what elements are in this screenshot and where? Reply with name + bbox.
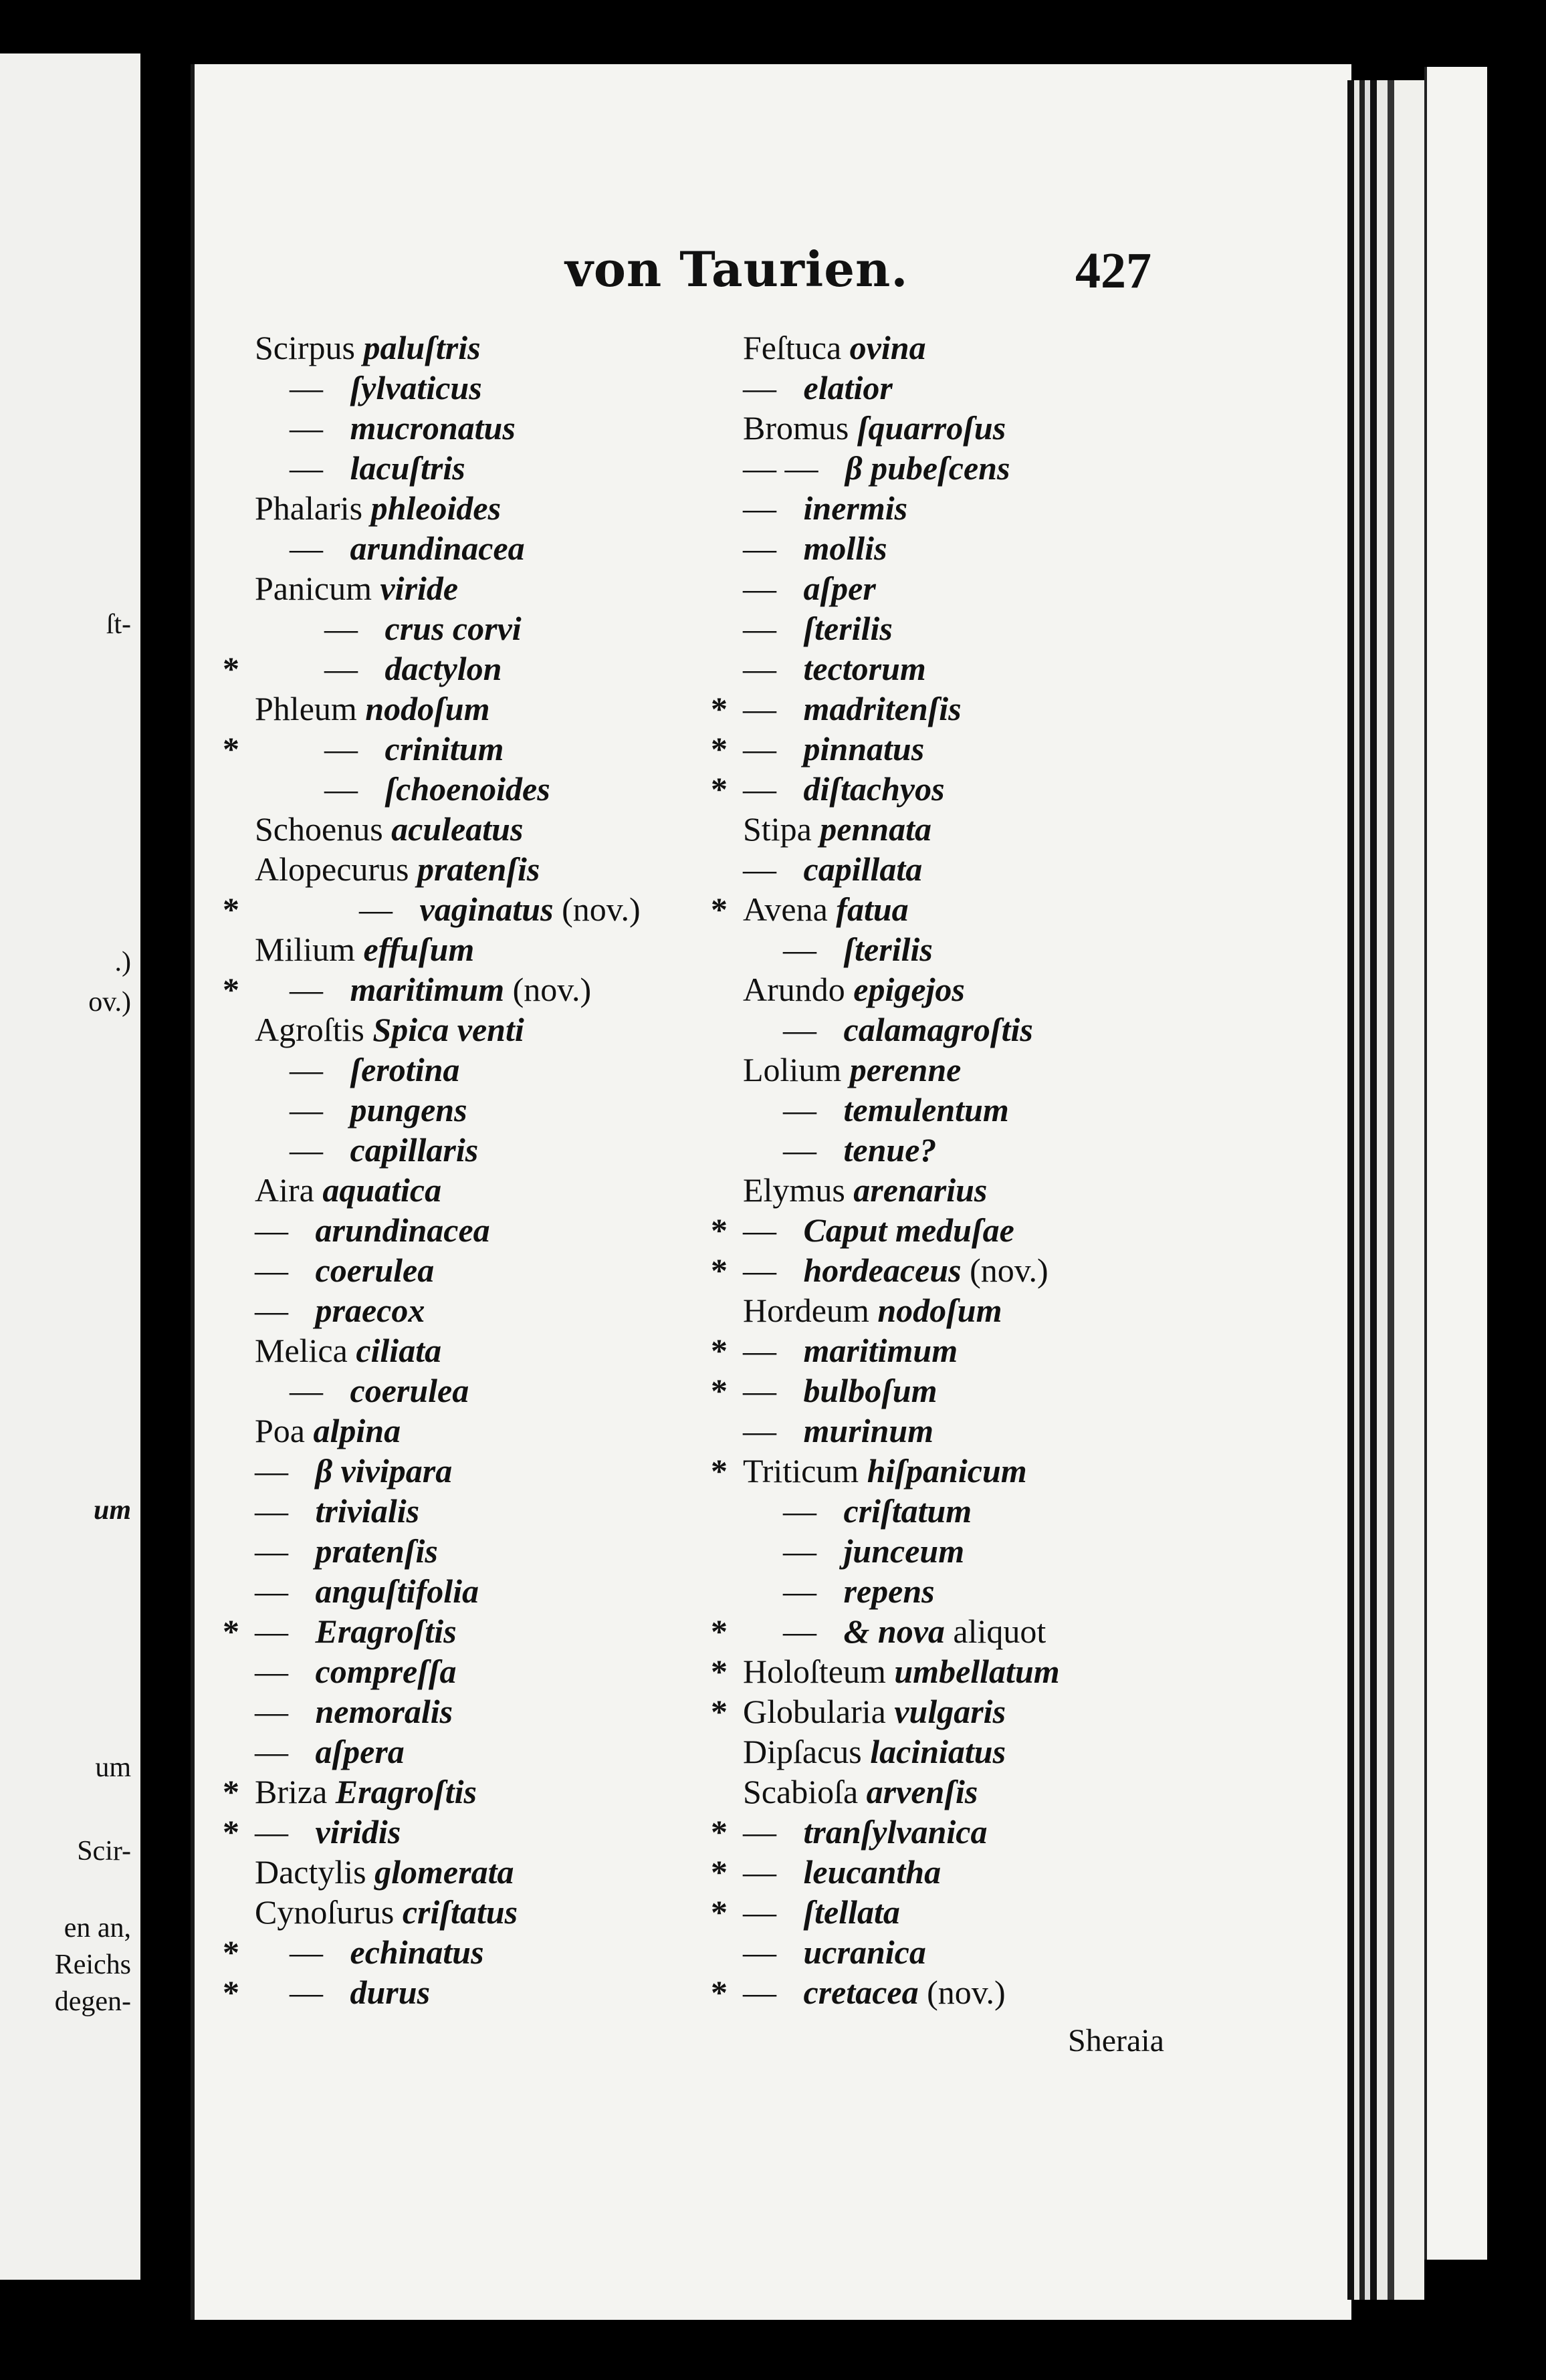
asterisk-marker: * bbox=[223, 1974, 239, 2011]
genus-name: Avena bbox=[743, 890, 828, 928]
species-entry bbox=[223, 1330, 641, 1371]
outer-page-edge bbox=[1424, 67, 1487, 2260]
species-list-right bbox=[711, 328, 1060, 2012]
species-entry bbox=[223, 1491, 641, 1531]
genus-name: Arundo bbox=[743, 971, 845, 1008]
genus-name: — bbox=[290, 971, 323, 1008]
species-entry bbox=[223, 1050, 641, 1090]
species-entry bbox=[223, 769, 641, 809]
asterisk-marker: * bbox=[711, 1211, 728, 1249]
species-epithet: ſtellata bbox=[803, 1893, 900, 1931]
species-entry bbox=[223, 1772, 641, 1812]
species-entry bbox=[223, 328, 641, 368]
genus-name: — bbox=[290, 449, 323, 487]
genus-name: — bbox=[255, 1613, 288, 1650]
asterisk-marker: * bbox=[711, 1974, 728, 2011]
genus-name: — bbox=[290, 529, 323, 567]
species-epithet: pinnatus bbox=[803, 730, 925, 767]
genus-name: — bbox=[783, 1131, 816, 1169]
species-epithet: umbellatum bbox=[894, 1653, 1060, 1690]
entry-note: (nov.) bbox=[970, 1252, 1048, 1289]
entry-note: (nov.) bbox=[927, 1974, 1006, 2011]
genus-name: — bbox=[324, 770, 358, 808]
genus-name: — bbox=[255, 1492, 288, 1530]
asterisk-marker: * bbox=[711, 1693, 728, 1730]
species-epithet: Spica venti bbox=[372, 1011, 524, 1048]
genus-name: — bbox=[783, 1091, 816, 1128]
species-epithet: hordeaceus bbox=[803, 1252, 962, 1289]
species-entry bbox=[223, 1611, 641, 1651]
species-epithet: tenue? bbox=[843, 1131, 937, 1169]
species-entry bbox=[223, 1371, 641, 1411]
species-entry bbox=[711, 889, 1060, 929]
genus-name: — — bbox=[743, 449, 818, 487]
species-epithet: crus corvi bbox=[384, 610, 522, 647]
genus-name: — bbox=[743, 570, 776, 607]
genus-name: — bbox=[255, 1211, 288, 1249]
species-epithet: diſtachyos bbox=[803, 770, 945, 808]
species-epithet: vulgaris bbox=[894, 1693, 1006, 1730]
species-epithet: epigejos bbox=[853, 971, 965, 1008]
species-entry bbox=[223, 528, 641, 568]
asterisk-marker: * bbox=[223, 730, 239, 767]
species-epithet: aquatica bbox=[322, 1171, 442, 1209]
species-epithet: praecox bbox=[315, 1292, 425, 1329]
genus-name: Holoſteum bbox=[743, 1653, 886, 1690]
asterisk-marker: * bbox=[223, 1933, 239, 1971]
species-entry bbox=[711, 1772, 1060, 1812]
asterisk-marker: * bbox=[711, 1813, 728, 1851]
species-entry bbox=[711, 1290, 1060, 1330]
species-epithet: compreſſa bbox=[315, 1653, 457, 1690]
genus-name: Panicum bbox=[255, 570, 372, 607]
asterisk-marker: * bbox=[711, 730, 728, 767]
catchword: Sheraia bbox=[1068, 2023, 1164, 2058]
species-entry bbox=[711, 729, 1060, 769]
genus-name: — bbox=[743, 1372, 776, 1409]
asterisk-marker: * bbox=[711, 1613, 728, 1650]
genus-name: Agroſtis bbox=[255, 1011, 364, 1048]
genus-name: — bbox=[743, 1893, 776, 1931]
asterisk-marker: * bbox=[711, 1252, 728, 1289]
asterisk-marker: * bbox=[711, 1372, 728, 1409]
adjacent-page-text: .) bbox=[114, 947, 131, 977]
species-epithet: leucantha bbox=[803, 1853, 942, 1891]
species-epithet: ſylvaticus bbox=[350, 369, 482, 406]
species-epithet: β pubeſcens bbox=[845, 449, 1010, 487]
genus-name: — bbox=[290, 369, 323, 406]
genus-name: — bbox=[290, 409, 323, 447]
species-entry bbox=[711, 1050, 1060, 1090]
species-entry bbox=[223, 568, 641, 608]
book-edge bbox=[1347, 80, 1424, 2300]
species-entry bbox=[223, 1130, 641, 1170]
species-entry bbox=[223, 1932, 641, 1972]
genus-name: — bbox=[743, 1211, 776, 1249]
species-epithet: echinatus bbox=[350, 1933, 484, 1971]
genus-name: — bbox=[743, 1332, 776, 1369]
genus-name: — bbox=[255, 1572, 288, 1610]
species-entry bbox=[711, 1571, 1060, 1611]
adjacent-page-text: en an, bbox=[64, 1913, 131, 1943]
species-entry bbox=[711, 1170, 1060, 1210]
species-epithet: murinum bbox=[803, 1412, 934, 1449]
species-epithet: maritimum bbox=[350, 971, 505, 1008]
asterisk-marker: * bbox=[223, 890, 239, 928]
species-entry bbox=[711, 1611, 1060, 1651]
species-epithet: viridis bbox=[315, 1813, 401, 1851]
species-entry bbox=[711, 568, 1060, 608]
species-epithet: ſterilis bbox=[803, 610, 893, 647]
species-entry bbox=[223, 969, 641, 1009]
running-head-title: von Taurien. bbox=[565, 241, 909, 298]
species-epithet: arenarius bbox=[853, 1171, 988, 1209]
species-entry bbox=[223, 1892, 641, 1932]
species-entry bbox=[711, 849, 1060, 889]
genus-name: — bbox=[783, 931, 816, 968]
species-epithet: mollis bbox=[803, 529, 887, 567]
entry-note: (nov.) bbox=[512, 971, 592, 1008]
genus-name: — bbox=[290, 1372, 323, 1409]
genus-name: Phalaris bbox=[255, 489, 363, 527]
species-epithet: vaginatus bbox=[419, 890, 554, 928]
species-entry bbox=[223, 1571, 641, 1611]
species-entry bbox=[711, 1090, 1060, 1130]
species-epithet: Eragroſtis bbox=[335, 1773, 477, 1810]
species-epithet: aculeatus bbox=[391, 810, 524, 848]
species-entry bbox=[223, 408, 641, 448]
species-entry bbox=[711, 1009, 1060, 1050]
genus-name: Phleum bbox=[255, 690, 357, 727]
genus-name: — bbox=[743, 730, 776, 767]
genus-name: — bbox=[783, 1613, 816, 1650]
adjacent-page-fragment bbox=[0, 53, 140, 2280]
species-epithet: junceum bbox=[843, 1532, 965, 1570]
species-entry bbox=[711, 1531, 1060, 1571]
genus-name: — bbox=[255, 1653, 288, 1690]
species-epithet: perenne bbox=[849, 1051, 962, 1088]
genus-name: Globularia bbox=[743, 1693, 886, 1730]
genus-name: Dipſacus bbox=[743, 1733, 862, 1770]
asterisk-marker: * bbox=[711, 1853, 728, 1891]
species-epithet: effuſum bbox=[363, 931, 475, 968]
species-entry bbox=[223, 849, 641, 889]
species-entry bbox=[711, 1732, 1060, 1772]
genus-name: — bbox=[255, 1693, 288, 1730]
genus-name: — bbox=[743, 770, 776, 808]
species-entry bbox=[711, 1411, 1060, 1451]
species-entry bbox=[223, 1210, 641, 1250]
species-entry bbox=[223, 608, 641, 648]
species-entry bbox=[223, 368, 641, 408]
species-epithet: ſterilis bbox=[843, 931, 933, 968]
genus-name: Aira bbox=[255, 1171, 314, 1209]
asterisk-marker: * bbox=[711, 1653, 728, 1690]
genus-name: Scirpus bbox=[255, 329, 355, 366]
genus-name: — bbox=[255, 1452, 288, 1490]
species-epithet: & nova bbox=[843, 1613, 945, 1650]
entry-note: (nov.) bbox=[562, 890, 641, 928]
genus-name: — bbox=[743, 690, 776, 727]
species-entry bbox=[711, 1250, 1060, 1290]
species-epithet: glomerata bbox=[374, 1853, 514, 1891]
species-epithet: coerulea bbox=[350, 1372, 469, 1409]
genus-name: Triticum bbox=[743, 1452, 859, 1490]
species-epithet: mucronatus bbox=[350, 409, 516, 447]
species-epithet: lacuſtris bbox=[350, 449, 465, 487]
genus-name: Stipa bbox=[743, 810, 812, 848]
species-epithet: ſquarroſus bbox=[857, 409, 1006, 447]
species-epithet: arundinacea bbox=[315, 1211, 490, 1249]
genus-name: — bbox=[743, 489, 776, 527]
species-epithet: ſerotina bbox=[350, 1051, 460, 1088]
genus-name: — bbox=[255, 1252, 288, 1289]
species-epithet: aſpera bbox=[315, 1733, 405, 1770]
genus-name: — bbox=[743, 1974, 776, 2011]
genus-name: Alopecurus bbox=[255, 850, 409, 888]
species-epithet: pungens bbox=[350, 1091, 467, 1128]
genus-name: Scabioſa bbox=[743, 1773, 859, 1810]
asterisk-marker: * bbox=[223, 1813, 239, 1851]
species-entry bbox=[223, 1090, 641, 1130]
species-epithet: cretacea bbox=[803, 1974, 919, 2011]
species-epithet: bulboſum bbox=[803, 1372, 937, 1409]
species-epithet: fatua bbox=[836, 890, 909, 928]
genus-name: — bbox=[783, 1532, 816, 1570]
genus-name: — bbox=[743, 1813, 776, 1851]
genus-name: Elymus bbox=[743, 1171, 845, 1209]
species-entry bbox=[711, 408, 1060, 448]
species-entry bbox=[711, 1852, 1060, 1892]
genus-name: Poa bbox=[255, 1412, 305, 1449]
species-entry bbox=[711, 809, 1060, 849]
species-epithet: temulentum bbox=[843, 1091, 1009, 1128]
species-entry bbox=[711, 1130, 1060, 1170]
species-entry bbox=[711, 1972, 1060, 2012]
genus-name: — bbox=[743, 529, 776, 567]
genus-name: — bbox=[743, 1252, 776, 1289]
species-epithet: tranſylvanica bbox=[803, 1813, 988, 1851]
genus-name: Hordeum bbox=[743, 1292, 869, 1329]
genus-name: — bbox=[783, 1572, 816, 1610]
species-epithet: pratenſis bbox=[417, 850, 540, 888]
species-entry bbox=[711, 448, 1060, 488]
species-epithet: tectorum bbox=[803, 650, 926, 687]
genus-name: — bbox=[743, 1933, 776, 1971]
genus-name: Cynoſurus bbox=[255, 1893, 395, 1931]
genus-name: — bbox=[743, 369, 776, 406]
asterisk-marker: * bbox=[711, 690, 728, 727]
species-entry bbox=[223, 1009, 641, 1050]
species-epithet: madritenſis bbox=[803, 690, 962, 727]
genus-name: — bbox=[743, 1853, 776, 1891]
species-entry bbox=[223, 1451, 641, 1491]
adjacent-page-text: Reichs bbox=[54, 1949, 131, 1980]
species-epithet: elatior bbox=[803, 369, 893, 406]
genus-name: Melica bbox=[255, 1332, 348, 1369]
genus-name: Feſtuca bbox=[743, 329, 842, 366]
asterisk-marker: * bbox=[223, 650, 239, 687]
genus-name: — bbox=[783, 1011, 816, 1048]
genus-name: Schoenus bbox=[255, 810, 383, 848]
species-epithet: coerulea bbox=[315, 1252, 435, 1289]
species-epithet: viride bbox=[380, 570, 459, 607]
species-entry bbox=[711, 929, 1060, 969]
species-epithet: maritimum bbox=[803, 1332, 958, 1369]
species-entry bbox=[223, 1972, 641, 2012]
species-epithet: laciniatus bbox=[870, 1733, 1006, 1770]
species-entry bbox=[223, 1411, 641, 1451]
genus-name: — bbox=[324, 610, 358, 647]
species-entry bbox=[223, 929, 641, 969]
species-epithet: capillaris bbox=[350, 1131, 479, 1169]
species-epithet: aſper bbox=[803, 570, 876, 607]
species-entry bbox=[711, 1491, 1060, 1531]
species-epithet: pennata bbox=[820, 810, 931, 848]
asterisk-marker: * bbox=[711, 1452, 728, 1490]
genus-name: — bbox=[324, 730, 358, 767]
species-entry bbox=[223, 1170, 641, 1210]
asterisk-marker: * bbox=[223, 971, 239, 1008]
species-epithet: crinitum bbox=[384, 730, 504, 767]
species-epithet: alpina bbox=[313, 1412, 401, 1449]
species-epithet: inermis bbox=[803, 489, 908, 527]
species-entry bbox=[223, 1852, 641, 1892]
genus-name: — bbox=[290, 1974, 323, 2011]
asterisk-marker: * bbox=[711, 890, 728, 928]
species-epithet: β vivipara bbox=[315, 1452, 453, 1490]
genus-name: Bromus bbox=[743, 409, 849, 447]
asterisk-marker: * bbox=[223, 1613, 239, 1650]
species-entry bbox=[223, 729, 641, 769]
species-entry bbox=[711, 1371, 1060, 1411]
asterisk-marker: * bbox=[223, 1773, 239, 1810]
genus-name: — bbox=[290, 1933, 323, 1971]
species-epithet: anguſtifolia bbox=[315, 1572, 479, 1610]
species-entry bbox=[711, 1892, 1060, 1932]
species-entry bbox=[223, 809, 641, 849]
species-entry bbox=[223, 648, 641, 689]
species-epithet: Eragroſtis bbox=[315, 1613, 457, 1650]
species-entry bbox=[711, 1330, 1060, 1371]
genus-name: — bbox=[290, 1051, 323, 1088]
asterisk-marker: * bbox=[711, 770, 728, 808]
genus-name: — bbox=[783, 1492, 816, 1530]
genus-name: Lolium bbox=[743, 1051, 842, 1088]
species-epithet: dactylon bbox=[384, 650, 502, 687]
species-epithet: pratenſis bbox=[315, 1532, 438, 1570]
species-entry bbox=[223, 1691, 641, 1732]
genus-name: — bbox=[743, 1412, 776, 1449]
adjacent-page-text: Scir- bbox=[77, 1836, 131, 1867]
adjacent-page-text: ſt- bbox=[106, 609, 131, 640]
species-entry bbox=[223, 1250, 641, 1290]
genus-name: — bbox=[743, 650, 776, 687]
species-epithet: ucranica bbox=[803, 1933, 926, 1971]
species-entry bbox=[711, 1691, 1060, 1732]
species-epithet: repens bbox=[843, 1572, 935, 1610]
species-epithet: ſchoenoides bbox=[384, 770, 550, 808]
species-epithet: capillata bbox=[803, 850, 923, 888]
species-entry bbox=[711, 368, 1060, 408]
species-entry bbox=[711, 1210, 1060, 1250]
species-entry bbox=[223, 1651, 641, 1691]
species-epithet: criſtatum bbox=[843, 1492, 972, 1530]
genus-name: — bbox=[255, 1292, 288, 1329]
species-entry bbox=[223, 889, 641, 929]
genus-name: — bbox=[359, 890, 393, 928]
species-epithet: hiſpanicum bbox=[867, 1452, 1027, 1490]
genus-name: Briza bbox=[255, 1773, 328, 1810]
adjacent-page-text: um bbox=[93, 1495, 131, 1526]
species-epithet: arvenſis bbox=[866, 1773, 978, 1810]
species-epithet: phleoides bbox=[370, 489, 502, 527]
species-entry bbox=[223, 1732, 641, 1772]
species-entry bbox=[711, 328, 1060, 368]
species-entry bbox=[711, 1651, 1060, 1691]
entry-note: aliquot bbox=[953, 1613, 1046, 1650]
species-entry bbox=[223, 689, 641, 729]
species-list-left bbox=[223, 328, 641, 2012]
genus-name: — bbox=[255, 1733, 288, 1770]
species-epithet: ciliata bbox=[356, 1332, 442, 1369]
species-epithet: paluſtris bbox=[363, 329, 481, 366]
species-entry bbox=[711, 1451, 1060, 1491]
species-entry bbox=[711, 1812, 1060, 1852]
genus-name: — bbox=[255, 1813, 288, 1851]
species-entry bbox=[223, 1531, 641, 1571]
species-epithet: nemoralis bbox=[315, 1693, 453, 1730]
species-epithet: calamagroſtis bbox=[843, 1011, 1033, 1048]
species-entry bbox=[223, 488, 641, 528]
adjacent-page-text: degen- bbox=[54, 1986, 131, 2017]
asterisk-marker: * bbox=[711, 1332, 728, 1369]
species-epithet: trivialis bbox=[315, 1492, 420, 1530]
species-entry bbox=[711, 648, 1060, 689]
species-entry bbox=[711, 969, 1060, 1009]
genus-name: — bbox=[743, 610, 776, 647]
genus-name: Dactylis bbox=[255, 1853, 366, 1891]
species-epithet: nodoſum bbox=[365, 690, 490, 727]
species-epithet: durus bbox=[350, 1974, 431, 2011]
species-entry bbox=[711, 488, 1060, 528]
genus-name: — bbox=[255, 1532, 288, 1570]
species-epithet: nodoſum bbox=[877, 1292, 1002, 1329]
species-entry bbox=[711, 1932, 1060, 1972]
species-epithet: ovina bbox=[849, 329, 926, 366]
genus-name: Milium bbox=[255, 931, 356, 968]
species-entry bbox=[711, 528, 1060, 568]
genus-name: — bbox=[324, 650, 358, 687]
adjacent-page-text: ov.) bbox=[88, 987, 131, 1018]
genus-name: — bbox=[743, 850, 776, 888]
species-entry bbox=[223, 448, 641, 488]
genus-name: — bbox=[290, 1131, 323, 1169]
species-entry bbox=[711, 769, 1060, 809]
species-entry bbox=[711, 608, 1060, 648]
species-epithet: criſtatus bbox=[402, 1893, 518, 1931]
species-entry bbox=[223, 1812, 641, 1852]
species-epithet: arundinacea bbox=[350, 529, 525, 567]
species-epithet: Caput meduſae bbox=[803, 1211, 1014, 1249]
species-entry bbox=[223, 1290, 641, 1330]
genus-name: — bbox=[290, 1091, 323, 1128]
page-number: 427 bbox=[1075, 243, 1151, 299]
asterisk-marker: * bbox=[711, 1893, 728, 1931]
adjacent-page-text: um bbox=[95, 1752, 131, 1783]
species-entry bbox=[711, 689, 1060, 729]
